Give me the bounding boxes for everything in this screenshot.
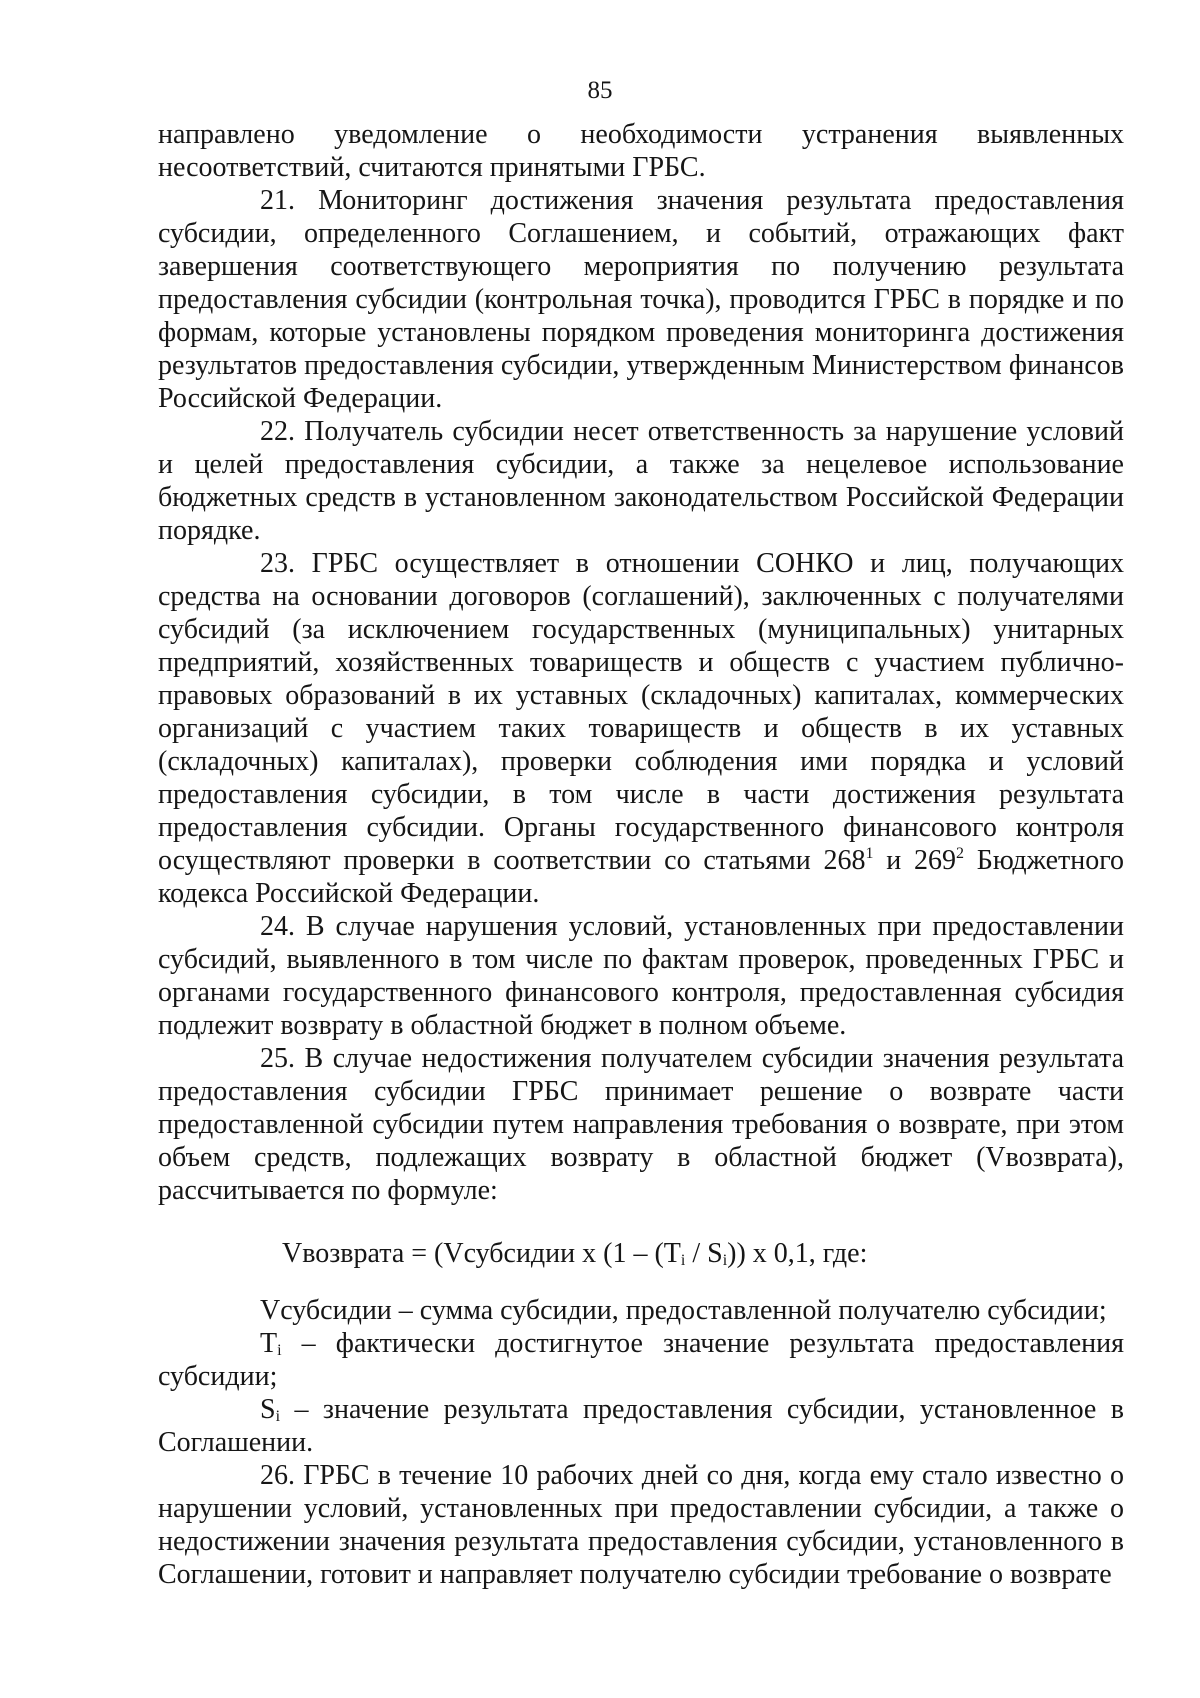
definition-vsubsidy: Vсубсидии – сумма субсидии, предоставленной получателю субсидии; (260, 1295, 1107, 1326)
paragraph-26: 26. ГРБС в течение 10 рабочих дней со дня, когда ему стало известно о нарушении условий, установленных при предоставлении субсидии, а также о недостижении значения результата предоставления субсидии, установленного в Соглашении, готовит и направляет получателю субсидии требование о возврате (158, 1460, 1124, 1590)
formula (158, 1237, 1124, 1270)
paragraph-21: 21. Мониторинг достижения значения результата предоставления субсидии, определенного Соглашением, и событий, отражающих факт завершения соответствующего мероприятия по получению результата предоставления субсидии (контрольная точка), проводится ГРБС в порядке и по формам, которые установлены порядком проведения мониторинга достижения результатов предоставления субсидии, утвержденным Министерством финансов Российской Федерации. (158, 185, 1124, 414)
superscript-1: 1 (865, 845, 874, 862)
definition-si-symbol: S (260, 1394, 276, 1425)
definition-ti-subscript: i (277, 1342, 282, 1359)
formula-part-b: / S (685, 1238, 723, 1269)
formula-part-c: )) x 0,1, где: (727, 1238, 868, 1269)
paragraph-23 (158, 547, 1124, 910)
definition-si (158, 1393, 1124, 1459)
definition-si-text: – значение результата предоставления субсидии, установленное в Соглашении. (158, 1394, 1124, 1458)
page-number: 85 (587, 77, 613, 104)
formula-subscript-1: i (680, 1252, 686, 1269)
definition-ti-symbol: T (260, 1328, 278, 1359)
definition-ti-text: – фактически достигнутое значение результата предоставления субсидии; (158, 1328, 1124, 1392)
paragraph-23-text-2: и 269 (873, 845, 956, 876)
definition-ti (158, 1327, 1124, 1393)
formula-part-a: Vвозврата = (Vсубсидии x (1 – (T (282, 1238, 681, 1269)
paragraph-23-text-3: Бюджетного кодекса Российской Федерации. (158, 845, 1125, 909)
paragraph-23-text-1: 23. ГРБС осуществляет в отношении СОНКО и лиц, получающих средства на основании договоров (соглашений), заключенных с получателями субсидий (за исключением государственных (муниципальных) унитарных предприятий, хозяйственных товариществ и обществ с участием публично-правовых образований в их уставных (складочных) капиталах, коммерческих организаций с участием таких товариществ и обществ в их уставных (складочных) капиталах), проверки соблюдения ими порядка и условий предоставления субсидии, в том числе в части достижения результата предоставления субсидии. Органы государственного финансового контроля осуществляют проверки в соответствии со статьями 268 (158, 548, 1124, 876)
formula-subscript-2: i (722, 1252, 728, 1269)
paragraph-continuation: направлено уведомление о необходимости устранения выявленных несоответствий, считаются принятыми ГРБС. (158, 119, 1124, 183)
document-body (158, 118, 1124, 1591)
definition-si-subscript: i (275, 1408, 281, 1425)
paragraph-24: 24. В случае нарушения условий, установленных при предоставлении субсидий, выявленного в том числе по фактам проверок, проведенных ГРБС и органами государственного финансового контроля, предоставленная субсидия подлежит возврату в областной бюджет в полном объеме. (158, 911, 1124, 1041)
superscript-2: 2 (956, 845, 964, 862)
paragraph-22: 22. Получатель субсидии несет ответственность за нарушение условий и целей предоставления субсидии, а также за нецелевое использование бюджетных средств в установленном законодательством Российской Федерации порядке. (158, 416, 1124, 546)
paragraph-25: 25. В случае недостижения получателем субсидии значения результата предоставления субсидии ГРБС принимает решение о возврате части предоставленной субсидии путем направления требования о возврате, при этом объем средств, подлежащих возврату в областной бюджет (Vвозврата), рассчитывается по формуле: (158, 1043, 1124, 1206)
